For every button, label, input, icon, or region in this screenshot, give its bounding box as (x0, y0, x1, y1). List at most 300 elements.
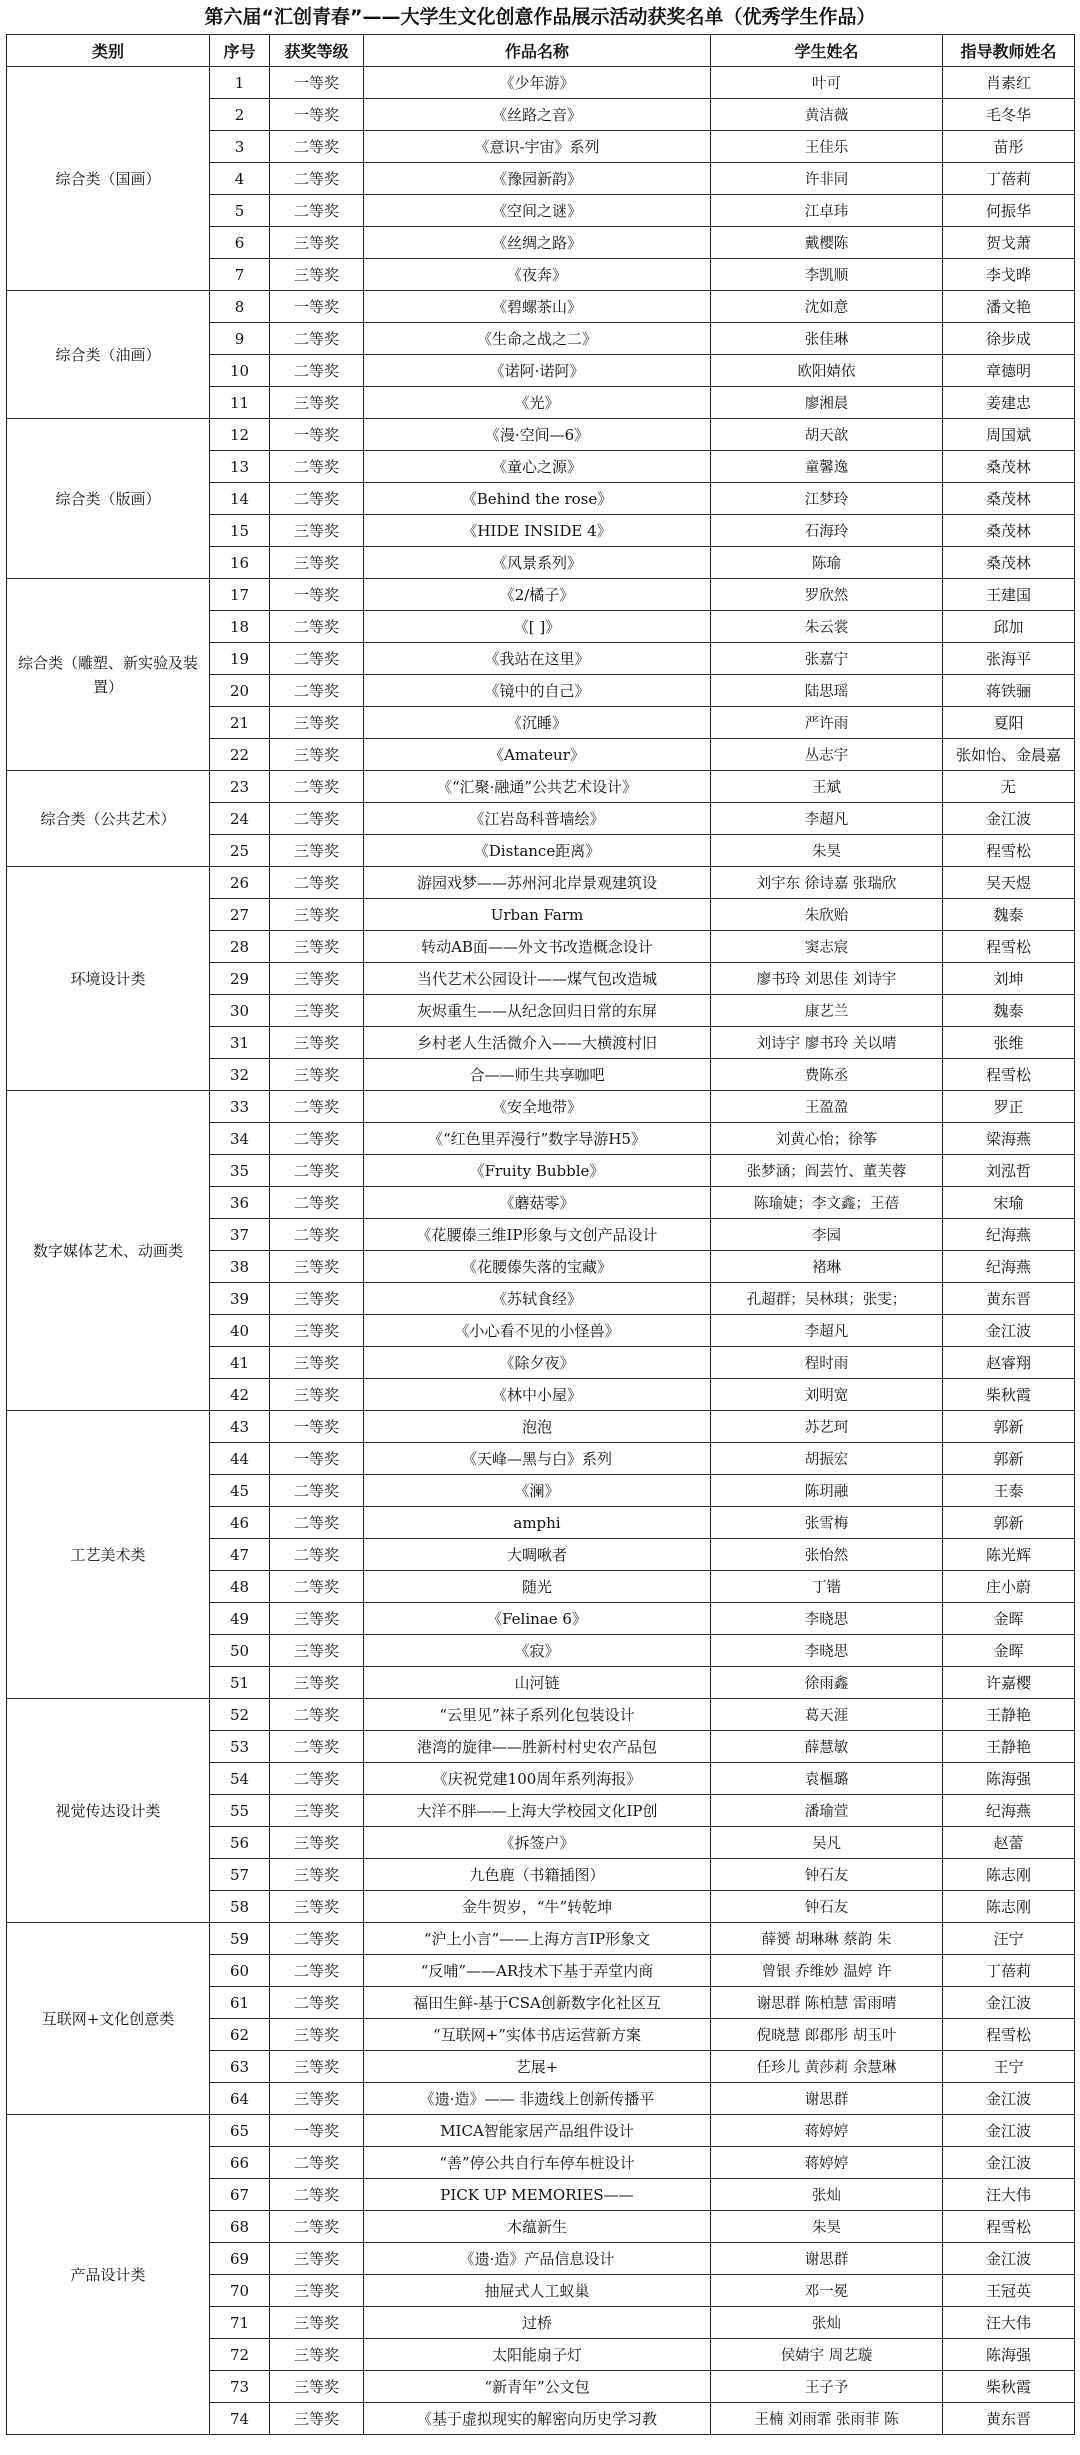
student-name-cell: 严许雨 (711, 707, 943, 739)
row-number-cell: 17 (210, 579, 270, 611)
teacher-name-cell: 吴天煜 (943, 867, 1075, 899)
row-number-cell: 20 (210, 675, 270, 707)
work-title-cell: 《碧螺茶山》 (364, 291, 711, 323)
work-title-cell: 九色鹿（书籍插图） (364, 1859, 711, 1891)
work-title-cell: 《林中小屋》 (364, 1379, 711, 1411)
row-number-cell: 27 (210, 899, 270, 931)
work-title-cell: 《2/橘子》 (364, 579, 711, 611)
table-row (7, 867, 1075, 899)
student-name-cell: 李凯顺 (711, 259, 943, 291)
teacher-name-cell: 无 (943, 771, 1075, 803)
teacher-name-cell: 柴秋霞 (943, 2371, 1075, 2403)
category-cell: 综合类（油画） (7, 291, 210, 419)
work-title-cell: PICK UP MEMORIES—— (364, 2179, 711, 2211)
row-number-cell: 24 (210, 803, 270, 835)
award-level-cell: 三等奖 (270, 227, 364, 259)
work-title-cell: 《苏轼食经》 (364, 1283, 711, 1315)
row-number-cell: 16 (210, 547, 270, 579)
award-level-cell: 二等奖 (270, 2179, 364, 2211)
document-title: 第六届“汇创青春”——大学生文化创意作品展示活动获奖名单（优秀学生作品） (204, 6, 876, 28)
award-level-cell: 一等奖 (270, 419, 364, 451)
teacher-name-cell: 丁蓓莉 (943, 1955, 1075, 1987)
teacher-name-cell: 桑茂林 (943, 515, 1075, 547)
student-name-cell: 张佳琳 (711, 323, 943, 355)
row-number-cell: 49 (210, 1603, 270, 1635)
teacher-name-cell: 张如怡、金晨嘉 (943, 739, 1075, 771)
table-row (7, 579, 1075, 611)
student-name-cell: 许非同 (711, 163, 943, 195)
work-title-cell: 《夜奔》 (364, 259, 711, 291)
student-name-cell: 薛赟 胡琳琳 蔡韵 朱 (711, 1923, 943, 1955)
teacher-name-cell: 纪海燕 (943, 1219, 1075, 1251)
table-row (7, 1091, 1075, 1123)
work-title-cell: 过桥 (364, 2307, 711, 2339)
row-number-cell: 36 (210, 1187, 270, 1219)
student-name-cell: 胡天歆 (711, 419, 943, 451)
teacher-name-cell: 程雪松 (943, 2211, 1075, 2243)
teacher-name-cell: 桑茂林 (943, 547, 1075, 579)
teacher-name-cell: 汪大伟 (943, 2179, 1075, 2211)
student-name-cell: 朱昊 (711, 835, 943, 867)
teacher-name-cell: 罗正 (943, 1091, 1075, 1123)
teacher-name-cell: 金江波 (943, 2243, 1075, 2275)
award-level-cell: 三等奖 (270, 899, 364, 931)
student-name-cell: 褚琳 (711, 1251, 943, 1283)
work-title-cell: “沪上小言”——上海方言IP形象文 (364, 1923, 711, 1955)
teacher-name-cell: 周国斌 (943, 419, 1075, 451)
teacher-name-cell: 程雪松 (943, 835, 1075, 867)
teacher-name-cell: 章德明 (943, 355, 1075, 387)
student-name-cell: 袁樞璐 (711, 1763, 943, 1795)
work-title-cell: 《Distance距离》 (364, 835, 711, 867)
award-level-cell: 二等奖 (270, 1731, 364, 1763)
work-title-cell: 《童心之源》 (364, 451, 711, 483)
category-cell: 综合类（雕塑、新实验及装置） (7, 579, 210, 771)
row-number-cell: 74 (210, 2403, 270, 2435)
teacher-name-cell: 金江波 (943, 2115, 1075, 2147)
award-level-cell: 二等奖 (270, 1763, 364, 1795)
award-level-cell: 二等奖 (270, 1923, 364, 1955)
award-level-cell: 一等奖 (270, 579, 364, 611)
row-number-cell: 71 (210, 2307, 270, 2339)
teacher-name-cell: 刘泓哲 (943, 1155, 1075, 1187)
award-level-cell: 二等奖 (270, 1155, 364, 1187)
row-number-cell: 14 (210, 483, 270, 515)
student-name-cell: 陈瑜婕；李文鑫；王蓓 (711, 1187, 943, 1219)
award-level-cell: 三等奖 (270, 1667, 364, 1699)
row-number-cell: 47 (210, 1539, 270, 1571)
award-level-cell: 三等奖 (270, 1059, 364, 1091)
teacher-name-cell: 许嘉樱 (943, 1667, 1075, 1699)
award-level-cell: 三等奖 (270, 1635, 364, 1667)
award-level-cell: 二等奖 (270, 611, 364, 643)
work-title-cell: 《除夕夜》 (364, 1347, 711, 1379)
award-level-cell: 三等奖 (270, 1347, 364, 1379)
student-name-cell: 李超凡 (711, 1315, 943, 1347)
teacher-name-cell: 纪海燕 (943, 1251, 1075, 1283)
work-title-cell: “互联网+”实体书店运营新方案 (364, 2019, 711, 2051)
award-level-cell: 三等奖 (270, 931, 364, 963)
teacher-name-cell: 魏泰 (943, 899, 1075, 931)
row-number-cell: 18 (210, 611, 270, 643)
student-name-cell: 刘宇东 徐诗嘉 张瑞欣 (711, 867, 943, 899)
table-row (7, 67, 1075, 99)
row-number-cell: 44 (210, 1443, 270, 1475)
table-row (7, 1699, 1075, 1731)
award-level-cell: 二等奖 (270, 1187, 364, 1219)
award-level-cell: 三等奖 (270, 1603, 364, 1635)
work-title-cell: 港湾的旋律——胜新村村史农产品包 (364, 1731, 711, 1763)
row-number-cell: 38 (210, 1251, 270, 1283)
teacher-name-cell: 苗彤 (943, 131, 1075, 163)
category-cell: 工艺美术类 (7, 1411, 210, 1699)
row-number-cell: 40 (210, 1315, 270, 1347)
row-number-cell: 66 (210, 2147, 270, 2179)
award-level-cell: 二等奖 (270, 1219, 364, 1251)
work-title-cell: “善”停公共自行车停车桩设计 (364, 2147, 711, 2179)
header-teacher-name: 指导教师姓名 (943, 35, 1075, 67)
work-title-cell: 《花腰傣失落的宝藏》 (364, 1251, 711, 1283)
student-name-cell: 江梦玲 (711, 483, 943, 515)
student-name-cell: 邓一冕 (711, 2275, 943, 2307)
student-name-cell: 李园 (711, 1219, 943, 1251)
award-level-cell: 三等奖 (270, 2403, 364, 2435)
work-title-cell: 转动AB面——外文书改造概念设计 (364, 931, 711, 963)
work-title-cell: 《Behind the rose》 (364, 483, 711, 515)
award-level-cell: 三等奖 (270, 2339, 364, 2371)
work-title-cell: 《小心看不见的小怪兽》 (364, 1315, 711, 1347)
student-name-cell: 费陈丞 (711, 1059, 943, 1091)
work-title-cell: 《基于虚拟现实的解密向历史学习教 (364, 2403, 711, 2435)
table-row (7, 1923, 1075, 1955)
student-name-cell: 江卓玮 (711, 195, 943, 227)
row-number-cell: 10 (210, 355, 270, 387)
teacher-name-cell: 郭新 (943, 1443, 1075, 1475)
row-number-cell: 8 (210, 291, 270, 323)
row-number-cell: 59 (210, 1923, 270, 1955)
student-name-cell: 黄洁薇 (711, 99, 943, 131)
row-number-cell: 2 (210, 99, 270, 131)
work-title-cell: 《诺阿·诺阿》 (364, 355, 711, 387)
table-row (7, 1411, 1075, 1443)
row-number-cell: 34 (210, 1123, 270, 1155)
teacher-name-cell: 汪宁 (943, 1923, 1075, 1955)
work-title-cell: 艺展+ (364, 2051, 711, 2083)
teacher-name-cell: 黄东晋 (943, 1283, 1075, 1315)
student-name-cell: 叶可 (711, 67, 943, 99)
work-title-cell: 乡村老人生活微介入——大横渡村旧 (364, 1027, 711, 1059)
teacher-name-cell: 王冠英 (943, 2275, 1075, 2307)
student-name-cell: 钟石友 (711, 1859, 943, 1891)
teacher-name-cell: 陈海强 (943, 1763, 1075, 1795)
row-number-cell: 58 (210, 1891, 270, 1923)
work-title-cell: 《江岩岛科普墙绘》 (364, 803, 711, 835)
row-number-cell: 57 (210, 1859, 270, 1891)
work-title-cell: 《寂》 (364, 1635, 711, 1667)
row-number-cell: 63 (210, 2051, 270, 2083)
table-body (7, 67, 1075, 2435)
header-work-title: 作品名称 (364, 35, 711, 67)
work-title-cell: 《镜中的自己》 (364, 675, 711, 707)
work-title-cell: 福田生鲜-基于CSA创新数字化社区互 (364, 1987, 711, 2019)
student-name-cell: 张嘉宁 (711, 643, 943, 675)
table-row (7, 419, 1075, 451)
row-number-cell: 5 (210, 195, 270, 227)
row-number-cell: 4 (210, 163, 270, 195)
row-number-cell: 12 (210, 419, 270, 451)
student-name-cell: 陈瑜 (711, 547, 943, 579)
row-number-cell: 50 (210, 1635, 270, 1667)
table-header-row (7, 35, 1075, 67)
award-level-cell: 三等奖 (270, 835, 364, 867)
award-level-cell: 三等奖 (270, 1891, 364, 1923)
student-name-cell: 罗欣然 (711, 579, 943, 611)
teacher-name-cell: 刘坤 (943, 963, 1075, 995)
award-level-cell: 三等奖 (270, 547, 364, 579)
teacher-name-cell: 徐步成 (943, 323, 1075, 355)
table-row (7, 291, 1075, 323)
row-number-cell: 56 (210, 1827, 270, 1859)
header-category: 类别 (7, 35, 210, 67)
teacher-name-cell: 陈光辉 (943, 1539, 1075, 1571)
teacher-name-cell: 程雪松 (943, 2019, 1075, 2051)
teacher-name-cell: 梁海燕 (943, 1123, 1075, 1155)
teacher-name-cell: 金江波 (943, 1987, 1075, 2019)
row-number-cell: 21 (210, 707, 270, 739)
table-row (7, 771, 1075, 803)
award-level-cell: 一等奖 (270, 2115, 364, 2147)
award-level-cell: 三等奖 (270, 1251, 364, 1283)
work-title-cell: MICA智能家居产品组件设计 (364, 2115, 711, 2147)
row-number-cell: 23 (210, 771, 270, 803)
work-title-cell: 木蕴新生 (364, 2211, 711, 2243)
row-number-cell: 70 (210, 2275, 270, 2307)
student-name-cell: 石海玲 (711, 515, 943, 547)
teacher-name-cell: 王宁 (943, 2051, 1075, 2083)
work-title-cell: 《我站在这里》 (364, 643, 711, 675)
student-name-cell: 谢思群 陈柏慧 雷雨晴 (711, 1987, 943, 2019)
award-level-cell: 三等奖 (270, 259, 364, 291)
row-number-cell: 32 (210, 1059, 270, 1091)
row-number-cell: 1 (210, 67, 270, 99)
work-title-cell: 灰烬重生——从纪念回归日常的东屏 (364, 995, 711, 1027)
teacher-name-cell: 陈志刚 (943, 1859, 1075, 1891)
work-title-cell: 《空间之谜》 (364, 195, 711, 227)
row-number-cell: 54 (210, 1763, 270, 1795)
award-level-cell: 一等奖 (270, 291, 364, 323)
work-title-cell: 《[ ]》 (364, 611, 711, 643)
work-title-cell: 金牛贺岁，“牛”转乾坤 (364, 1891, 711, 1923)
work-title-cell: 当代艺术公园设计——煤气包改造城 (364, 963, 711, 995)
award-level-cell: 一等奖 (270, 99, 364, 131)
teacher-name-cell: 王建国 (943, 579, 1075, 611)
student-name-cell: 孔超群；吴林琪；张雯； (711, 1283, 943, 1315)
category-cell: 综合类（版画） (7, 419, 210, 579)
award-level-cell: 一等奖 (270, 67, 364, 99)
teacher-name-cell: 汪大伟 (943, 2307, 1075, 2339)
award-level-cell: 二等奖 (270, 163, 364, 195)
teacher-name-cell: 柴秋霞 (943, 1379, 1075, 1411)
row-number-cell: 41 (210, 1347, 270, 1379)
work-title-cell: 《Amateur》 (364, 739, 711, 771)
student-name-cell: 吴凡 (711, 1827, 943, 1859)
teacher-name-cell: 桑茂林 (943, 451, 1075, 483)
work-title-cell: 抽屉式人工蚁巢 (364, 2275, 711, 2307)
award-level-cell: 二等奖 (270, 643, 364, 675)
table-row (7, 2115, 1075, 2147)
category-cell: 视觉传达设计类 (7, 1699, 210, 1923)
teacher-name-cell: 程雪松 (943, 931, 1075, 963)
work-title-cell: 《少年游》 (364, 67, 711, 99)
student-name-cell: 李晓思 (711, 1603, 943, 1635)
award-level-cell: 一等奖 (270, 1411, 364, 1443)
teacher-name-cell: 张海平 (943, 643, 1075, 675)
work-title-cell: 大啁啾者 (364, 1539, 711, 1571)
student-name-cell: 丁锴 (711, 1571, 943, 1603)
award-level-cell: 二等奖 (270, 323, 364, 355)
work-title-cell: Urban Farm (364, 899, 711, 931)
work-title-cell: amphi (364, 1507, 711, 1539)
award-level-cell: 二等奖 (270, 195, 364, 227)
award-level-cell: 二等奖 (270, 771, 364, 803)
work-title-cell: 泡泡 (364, 1411, 711, 1443)
teacher-name-cell: 金晖 (943, 1635, 1075, 1667)
row-number-cell: 15 (210, 515, 270, 547)
teacher-name-cell: 何振华 (943, 195, 1075, 227)
teacher-name-cell: 王静艳 (943, 1731, 1075, 1763)
award-level-cell: 二等奖 (270, 1987, 364, 2019)
award-level-cell: 二等奖 (270, 355, 364, 387)
row-number-cell: 6 (210, 227, 270, 259)
award-level-cell: 三等奖 (270, 707, 364, 739)
student-name-cell: 张灿 (711, 2307, 943, 2339)
row-number-cell: 35 (210, 1155, 270, 1187)
work-title-cell: 《“汇聚·融通”公共艺术设计》 (364, 771, 711, 803)
teacher-name-cell: 金江波 (943, 2147, 1075, 2179)
award-level-cell: 二等奖 (270, 1091, 364, 1123)
category-cell: 产品设计类 (7, 2115, 210, 2435)
work-title-cell: “新青年”公文包 (364, 2371, 711, 2403)
student-name-cell: 廖书玲 刘思佳 刘诗宇 (711, 963, 943, 995)
row-number-cell: 7 (210, 259, 270, 291)
award-level-cell: 二等奖 (270, 1699, 364, 1731)
student-name-cell: 王盈盈 (711, 1091, 943, 1123)
award-level-cell: 二等奖 (270, 1571, 364, 1603)
work-title-cell: 游园戏梦——苏州河北岸景观建筑设 (364, 867, 711, 899)
category-cell: 环境设计类 (7, 867, 210, 1091)
award-level-cell: 三等奖 (270, 387, 364, 419)
student-name-cell: 李超凡 (711, 803, 943, 835)
row-number-cell: 33 (210, 1091, 270, 1123)
row-number-cell: 65 (210, 2115, 270, 2147)
row-number-cell: 55 (210, 1795, 270, 1827)
teacher-name-cell: 肖素红 (943, 67, 1075, 99)
work-title-cell: 《遗·造》产品信息设计 (364, 2243, 711, 2275)
award-level-cell: 二等奖 (270, 1507, 364, 1539)
student-name-cell: 朱云裳 (711, 611, 943, 643)
row-number-cell: 31 (210, 1027, 270, 1059)
work-title-cell: 太阳能扇子灯 (364, 2339, 711, 2371)
teacher-name-cell: 程雪松 (943, 1059, 1075, 1091)
student-name-cell: 刘明宽 (711, 1379, 943, 1411)
student-name-cell: 朱欣贻 (711, 899, 943, 931)
award-level-cell: 二等奖 (270, 2147, 364, 2179)
student-name-cell: 窦志宸 (711, 931, 943, 963)
award-level-cell: 三等奖 (270, 1283, 364, 1315)
student-name-cell: 廖湘晨 (711, 387, 943, 419)
work-title-cell: 《生命之战之二》 (364, 323, 711, 355)
award-level-cell: 三等奖 (270, 1315, 364, 1347)
teacher-name-cell: 金江波 (943, 803, 1075, 835)
row-number-cell: 29 (210, 963, 270, 995)
work-title-cell: 《豫园新韵》 (364, 163, 711, 195)
row-number-cell: 43 (210, 1411, 270, 1443)
row-number-cell: 60 (210, 1955, 270, 1987)
work-title-cell: 《沉睡》 (364, 707, 711, 739)
row-number-cell: 64 (210, 2083, 270, 2115)
teacher-name-cell: 贺戈萧 (943, 227, 1075, 259)
header-number: 序号 (210, 35, 270, 67)
award-level-cell: 二等奖 (270, 1475, 364, 1507)
teacher-name-cell: 桑茂林 (943, 483, 1075, 515)
teacher-name-cell: 张维 (943, 1027, 1075, 1059)
row-number-cell: 9 (210, 323, 270, 355)
row-number-cell: 30 (210, 995, 270, 1027)
award-level-cell: 三等奖 (270, 2371, 364, 2403)
teacher-name-cell: 毛冬华 (943, 99, 1075, 131)
student-name-cell: 徐雨鑫 (711, 1667, 943, 1699)
teacher-name-cell: 黄东晋 (943, 2403, 1075, 2435)
award-level-cell: 三等奖 (270, 995, 364, 1027)
row-number-cell: 73 (210, 2371, 270, 2403)
row-number-cell: 46 (210, 1507, 270, 1539)
row-number-cell: 48 (210, 1571, 270, 1603)
award-level-cell: 三等奖 (270, 2019, 364, 2051)
award-level-cell: 二等奖 (270, 867, 364, 899)
work-title-cell: 《蘑菇零》 (364, 1187, 711, 1219)
award-level-cell: 二等奖 (270, 803, 364, 835)
award-level-cell: 三等奖 (270, 1859, 364, 1891)
student-name-cell: 陈玥融 (711, 1475, 943, 1507)
work-title-cell: 《丝绸之路》 (364, 227, 711, 259)
student-name-cell: 曾银 乔维妙 温婷 许 (711, 1955, 943, 1987)
award-level-cell: 三等奖 (270, 1827, 364, 1859)
teacher-name-cell: 金江波 (943, 2083, 1075, 2115)
row-number-cell: 67 (210, 2179, 270, 2211)
student-name-cell: 张梦涵；阎芸竹、董芙蓉 (711, 1155, 943, 1187)
teacher-name-cell: 陈海强 (943, 2339, 1075, 2371)
work-title-cell: 《Fruity Bubble》 (364, 1155, 711, 1187)
award-level-cell: 一等奖 (270, 1443, 364, 1475)
student-name-cell: 薛慧敏 (711, 1731, 943, 1763)
teacher-name-cell: 金晖 (943, 1603, 1075, 1635)
teacher-name-cell: 陈志刚 (943, 1891, 1075, 1923)
row-number-cell: 51 (210, 1667, 270, 1699)
teacher-name-cell: 郭新 (943, 1507, 1075, 1539)
award-level-cell: 三等奖 (270, 1027, 364, 1059)
row-number-cell: 13 (210, 451, 270, 483)
teacher-name-cell: 宋瑜 (943, 1187, 1075, 1219)
work-title-cell: 合——师生共享咖吧 (364, 1059, 711, 1091)
teacher-name-cell: 蒋铁骊 (943, 675, 1075, 707)
teacher-name-cell: 魏泰 (943, 995, 1075, 1027)
work-title-cell: 《风景系列》 (364, 547, 711, 579)
award-level-cell: 三等奖 (270, 515, 364, 547)
work-title-cell: 大洋不胖——上海大学校园文化IP创 (364, 1795, 711, 1827)
work-title-cell: 《拆签户》 (364, 1827, 711, 1859)
work-title-cell: 《澜》 (364, 1475, 711, 1507)
row-number-cell: 26 (210, 867, 270, 899)
